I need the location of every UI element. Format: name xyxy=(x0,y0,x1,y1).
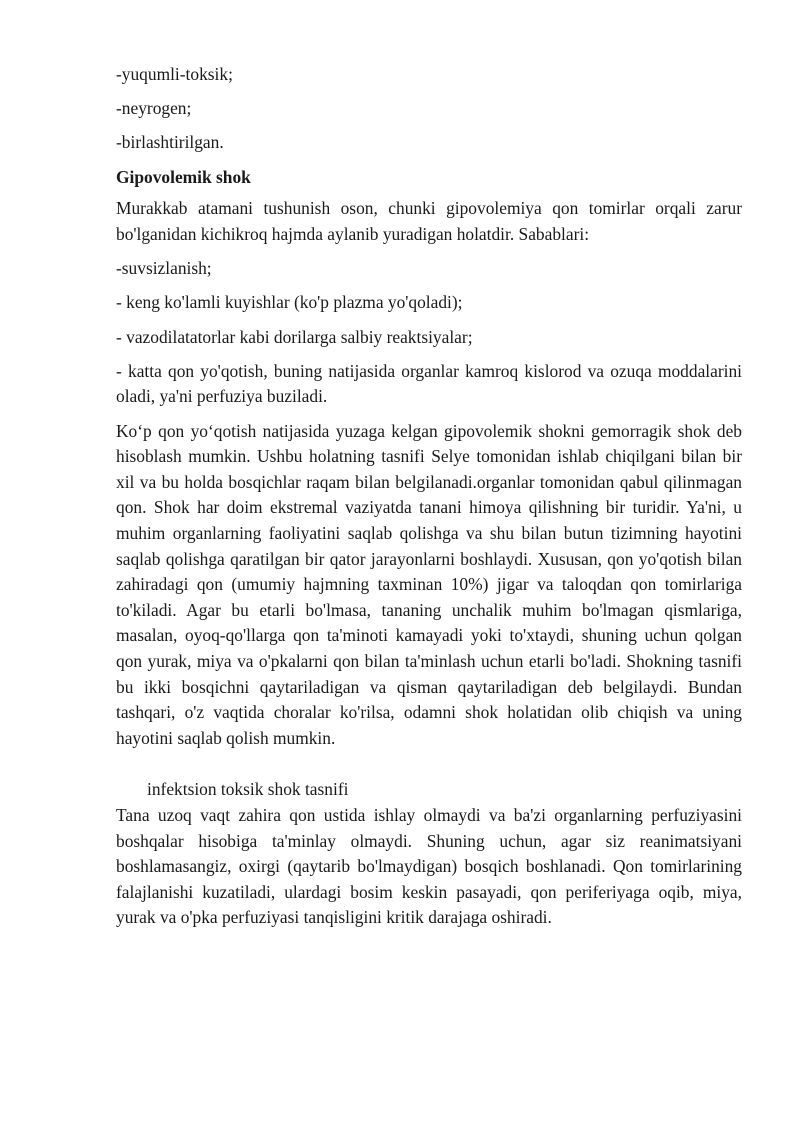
list-item: - vazodilatatorlar kabi dorilarga salbiy reaktsiyalar; xyxy=(116,326,473,347)
list-item: - keng ko'lamli kuyishlar (ko'p plazma yo'qoladi); xyxy=(116,292,463,313)
section-heading: infektsion toksik shok tasnifi xyxy=(147,779,349,800)
paragraph: Murakkab atamani tushunish oson, chunki gipovolemiya qon tomirlar orqali zarur bo'lganidan kichikroq hajmda aylanib yuradigan holatdir. Sabablari: xyxy=(116,198,742,244)
list-item: -suvsizlanish; xyxy=(116,258,212,279)
list-item: - katta qon yo'qotish, buning natijasida organlar kamroq kislorod va ozuqa moddalarini oladi, ya'ni perfuziya buziladi. xyxy=(116,360,742,407)
list-item: -birlashtirilgan. xyxy=(116,132,224,153)
list-item: -yuqumli-toksik; xyxy=(116,64,233,84)
document-body xyxy=(116,62,742,931)
paragraph: Ko‘p qon yo‘qotish natijasida yuzaga kelgan gipovolemik shokni gemorragik shok deb hisoblash mumkin. Ushbu holatning tasnifi Selye tomonidan ishlab chiqilgani bilan bir xil va bu holda bosqichlar raqam bilan belgilanadi.organlar tomonidan qabul qilinmagan qon. Shok har doim ekstremal vaziyatda tanani himoya qilishning bir turidir. Ya'ni, u muhim organlarning faoliyatini saqlab qolishga va shu bilan butun tizimning hayotini saqlab qolishga qaratilgan bir qator jarayonlarni boshlaydi. Xususan, qon yo'qotish bilan zahiradagi qon (umumiy hajmning taxminan 10%) jigar va taloqdan qon tomirlariga to'kiladi. Agar bu etarli bo'lmasa, tananing unchalik muhim bo'lmagan qismlariga, masalan, oyoq-qo'llarga qon ta'minoti kamayadi yoki to'xtaydi, shuning uchun qolgan qon yurak, miya va o'pkalarni qon bilan ta'minlash uchun etarli bo'ladi. Shokning tasnifi bu ikki bosqichni qaytariladigan va qisman qaytariladigan deb belgilaydi. Bundan tashqari, o'z vaqtida choralar ko'rilsa, odamni shok holatidan olib chiqish va uning hayotini saqlab qolish mumkin. xyxy=(116,420,742,748)
list-item: -neyrogen; xyxy=(116,98,192,119)
section-heading: Gipovolemik shok xyxy=(116,166,251,187)
paragraph: Tana uzoq vaqt zahira qon ustida ishlay olmaydi va ba'zi organlarning perfuziyasini boshqalar hisobiga ta'minlay olmaydi. Shuning uchun, agar siz reanimatsiyani boshlamasangiz, oxirgi (qaytarib bo'lmaydigan) bosqich boshlanadi. Qon tomirlarining falajlanishi kuzatiladi, ulardagi bosim keskin pasayadi, qon periferiyaga oqib, miya, yurak va o'pka perfuziyasi tanqisligini kritik darajaga oshiradi. xyxy=(116,805,742,928)
